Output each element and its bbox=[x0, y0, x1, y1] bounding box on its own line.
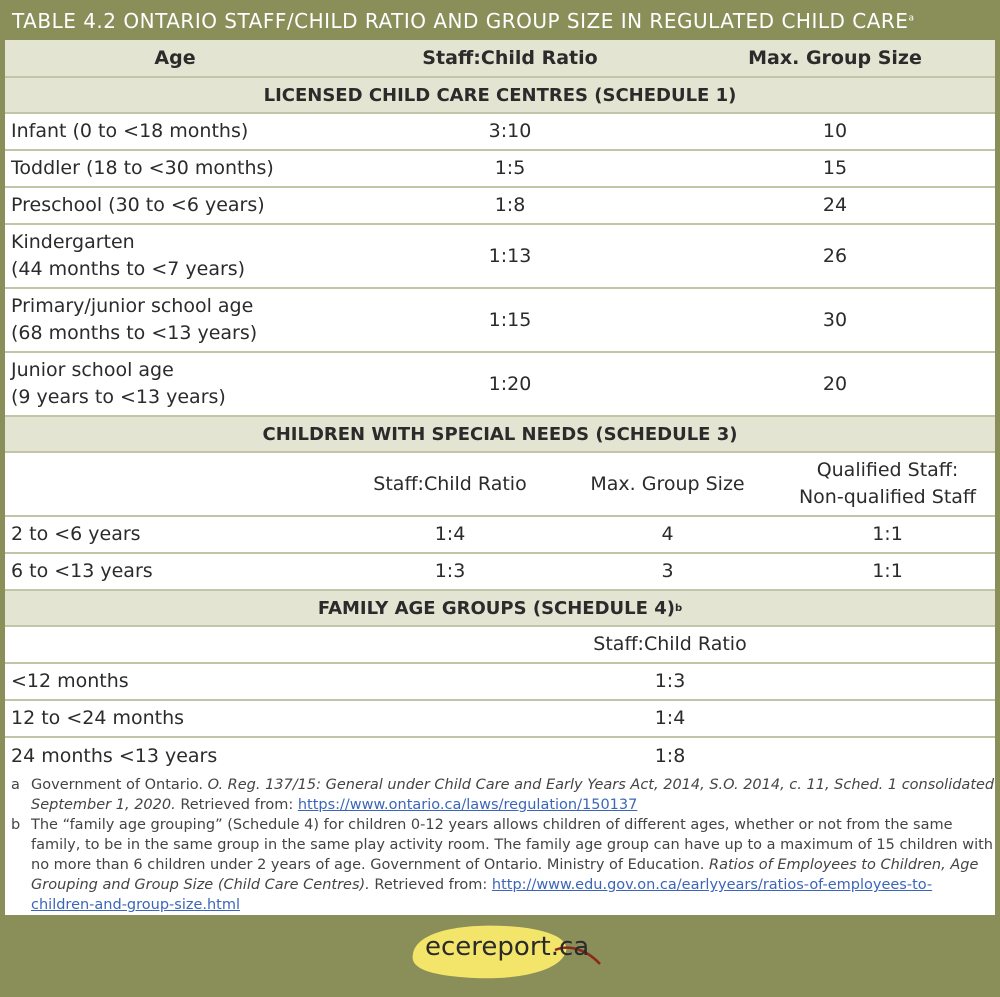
row-age-line1: Primary/junior school age bbox=[11, 295, 254, 317]
header-size: Max. Group Size bbox=[748, 46, 922, 69]
family-header-row bbox=[5, 627, 995, 664]
row-size: 4 bbox=[661, 523, 674, 545]
section-special-title: CHILDREN WITH SPECIAL NEEDS (SCHEDULE 3) bbox=[262, 423, 738, 445]
footnote-b-link[interactable]: http://www.edu.gov.on.ca/earlyyears/ratios-of-employees-to-children-and-group-size.html bbox=[31, 877, 933, 913]
special-header-ratio: Staff:Child Ratio bbox=[373, 472, 527, 495]
row-age bbox=[5, 353, 345, 415]
row-ratio: 1:4 bbox=[654, 707, 686, 729]
header-row bbox=[5, 40, 995, 78]
section-special bbox=[5, 417, 995, 453]
table-row bbox=[5, 738, 995, 775]
table-row bbox=[5, 701, 995, 738]
table-row bbox=[5, 289, 995, 353]
table-panel bbox=[5, 40, 995, 915]
row-ratio: 1:13 bbox=[488, 244, 532, 267]
row-age: <12 months bbox=[11, 670, 129, 692]
row-size: 26 bbox=[822, 244, 848, 267]
row-size: 15 bbox=[822, 157, 848, 179]
row-age bbox=[5, 289, 345, 351]
table-row bbox=[5, 664, 995, 701]
row-ratio: 1:8 bbox=[494, 194, 526, 216]
table-row bbox=[5, 517, 995, 554]
header-ratio: Staff:Child Ratio bbox=[422, 46, 598, 69]
row-size: 20 bbox=[822, 372, 848, 395]
row-age: 24 months <13 years bbox=[11, 745, 218, 767]
section-family-title: FAMILY AGE GROUPS (SCHEDULE 4) b bbox=[317, 597, 683, 619]
footnote-b-label: b bbox=[11, 817, 21, 833]
header-age: Age bbox=[154, 46, 196, 69]
special-header-qual bbox=[780, 453, 995, 515]
row-qual: 1:1 bbox=[872, 560, 903, 582]
footnote-b bbox=[5, 815, 995, 915]
row-age: Infant (0 to <18 months) bbox=[11, 120, 249, 142]
family-header-ratio: Staff:Child Ratio bbox=[593, 633, 747, 655]
section-family bbox=[5, 591, 995, 627]
section-licensed-title: LICENSED CHILD CARE CENTRES (SCHEDULE 1) bbox=[263, 84, 737, 106]
row-ratio: 1:3 bbox=[654, 670, 686, 692]
footnotes bbox=[5, 775, 995, 915]
footnote-a-retrieved: Retrieved from: bbox=[180, 797, 294, 813]
row-age: Preschool (30 to <6 years) bbox=[11, 194, 265, 216]
footnote-a-link[interactable]: https://www.ontario.ca/laws/regulation/150137 bbox=[297, 797, 638, 813]
row-ratio: 3:10 bbox=[488, 120, 532, 142]
row-ratio: 1:5 bbox=[494, 157, 526, 179]
logo-text: ecereport.ca bbox=[425, 932, 590, 962]
row-age: Toddler (18 to <30 months) bbox=[11, 157, 274, 179]
table-row bbox=[5, 554, 995, 591]
row-age-line2: (68 months to <13 years) bbox=[11, 322, 258, 344]
footnote-a bbox=[5, 775, 995, 815]
row-size: 30 bbox=[822, 308, 848, 331]
row-size: 10 bbox=[822, 120, 848, 142]
row-age-line2: (9 years to <13 years) bbox=[11, 386, 226, 408]
special-header-row bbox=[5, 453, 995, 517]
row-size: 24 bbox=[822, 194, 848, 216]
footnote-b-text: The “family age grouping” (Schedule 4) for children 0-12 years allows children of different ages, whether or not from the same family, to be in the same group in the same play activity room. The family age group can have up to a maximum of 15 children with no more than 6 children under 2 years of age. Government of Ontario. Ministry of Education. bbox=[31, 817, 993, 873]
row-age-line2: (44 months to <7 years) bbox=[11, 258, 246, 280]
row-age-line1: Junior school age bbox=[11, 359, 174, 381]
row-ratio: 1:20 bbox=[488, 372, 532, 395]
table-row bbox=[5, 114, 995, 151]
table-row bbox=[5, 225, 995, 289]
footnote-a-text: Government of Ontario. bbox=[31, 777, 204, 793]
table-row bbox=[5, 188, 995, 225]
footnote-a-label: a bbox=[11, 777, 20, 793]
footnote-b-retrieved: Retrieved from: bbox=[374, 877, 488, 893]
footnote-a-citation: O. Reg. 137/15: General under Child Care and Early Years Act, 2014, S.O. 2014, c. 11, Sched. 1 consolidated September 1, 2020. bbox=[31, 777, 995, 813]
special-header-qual-line2: Non-qualified Staff bbox=[798, 486, 977, 508]
table-row bbox=[5, 353, 995, 417]
row-qual: 1:1 bbox=[872, 523, 903, 545]
row-ratio: 1:3 bbox=[434, 560, 466, 582]
row-age: 2 to <6 years bbox=[11, 523, 141, 545]
special-header-qual-line1: Qualified Staff: bbox=[816, 459, 959, 481]
table-title: TABLE 4.2 ONTARIO STAFF/CHILD RATIO AND GROUP SIZE IN REGULATED CHILD CARE$^a$ bbox=[12, 9, 915, 33]
section-licensed bbox=[5, 78, 995, 114]
row-size: 3 bbox=[661, 560, 674, 582]
table-row bbox=[5, 151, 995, 188]
row-ratio: 1:15 bbox=[488, 308, 532, 331]
row-age: 6 to <13 years bbox=[11, 560, 153, 582]
row-age bbox=[5, 225, 345, 287]
row-age: 12 to <24 months bbox=[11, 707, 185, 729]
ecereport-logo[interactable] bbox=[405, 920, 605, 982]
row-ratio: 1:8 bbox=[654, 745, 686, 767]
footnote-b-citation: Ratios of Employees to Children, Age Grouping and Group Size (Child Care Centres). bbox=[31, 857, 979, 893]
special-header-size: Max. Group Size bbox=[590, 472, 745, 495]
row-age-line1: Kindergarten bbox=[11, 231, 135, 253]
row-ratio: 1:4 bbox=[434, 523, 466, 545]
